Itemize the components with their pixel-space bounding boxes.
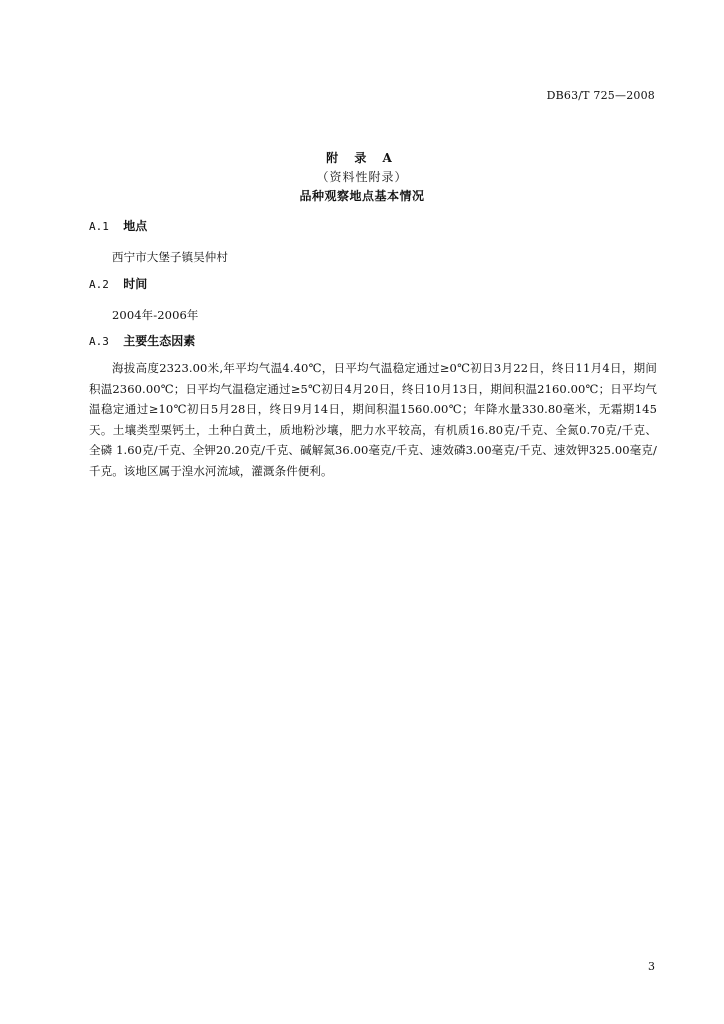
appendix-header [0, 149, 724, 206]
section-title: 主要生态因素 [123, 334, 196, 348]
section-heading [89, 333, 657, 350]
section-time [89, 276, 657, 326]
section-ecology [89, 333, 657, 481]
section-number: A.2 [89, 278, 109, 291]
appendix-type: （资料性附录） [316, 170, 408, 184]
appendix-title: 附 录 A [326, 151, 398, 165]
section-heading [89, 276, 657, 293]
page-number: 3 [648, 960, 655, 973]
section-number: A.3 [89, 335, 109, 348]
section-location [89, 218, 657, 268]
document-code: DB63/T 725—2008 [546, 89, 655, 102]
section-title: 时间 [123, 277, 148, 291]
appendix-subtitle: 品种观察地点基本情况 [299, 189, 425, 203]
section-heading [89, 218, 657, 235]
section-body: 2004年-2006年 [112, 308, 199, 322]
section-body: 海拔高度2323.00米,年平均气温4.40℃，日平均气温稳定通过≥0℃初日3月22日，终日11月4日，期间积温2360.00℃；日平均气温稳定通过≥5℃初日4月20日，终日10月13日，期间积温2160.00℃；日平均气温稳定通过≥10℃初日5月28日，终日9月14日，期间积温1560.00℃；年降水量330.80毫米，无霜期145天。土壤类型栗钙土，土种白黄土，质地粉沙壤，肥力水平较高，有机质16.80克/千克、全氮0.70克/千克、 全磷 1.60克/千克、全钾20.20克/千克、碱解氮36.00毫克/千克、速效磷3.00毫克/千克、速效钾325.00毫克/千克。该地区属于湟水河流域，灌溉条件便利。 [89, 361, 657, 478]
section-number: A.1 [89, 220, 109, 233]
section-title: 地点 [123, 219, 148, 233]
section-body: 西宁市大堡子镇吴仲村 [112, 250, 228, 264]
